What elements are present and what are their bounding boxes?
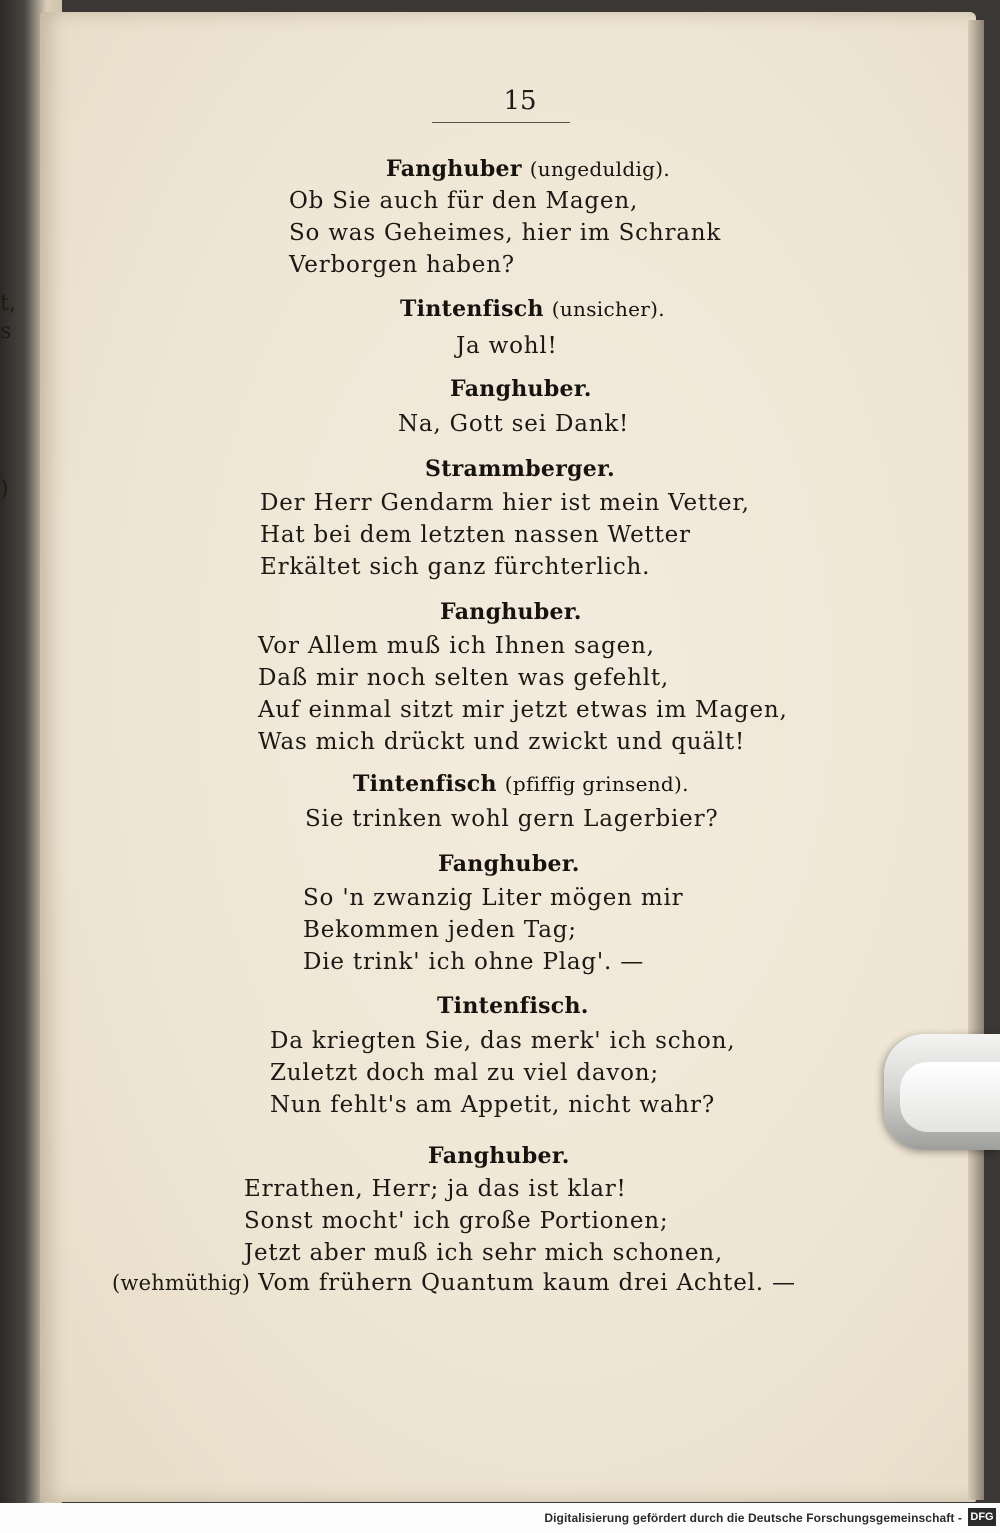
verse-line: Erkältet sich ganz fürchterlich. <box>260 554 651 580</box>
speaker-name: Tintenfisch <box>400 296 544 322</box>
speaker-name: Fanghuber. <box>428 1143 570 1169</box>
left-margin-mark: t, <box>0 291 16 316</box>
left-margin-marks <box>0 290 14 504</box>
page-clip-highlight <box>900 1062 1000 1132</box>
verse-line: Daß mir noch selten was gefehlt, <box>258 665 670 691</box>
left-margin-mark: s <box>0 319 12 344</box>
verse-line: Ja wohl! <box>456 333 558 359</box>
digitization-credit: Digitalisierung gefördert durch die Deutsche Forschungsgemeinschaft - <box>544 1511 962 1525</box>
page-number-rule <box>432 122 570 123</box>
speaker-name: Fanghuber. <box>438 851 580 877</box>
stage-direction: (pfiffig grinsend). <box>504 772 689 796</box>
verse-line: Na, Gott sei Dank! <box>398 411 630 437</box>
verse-line: So 'n zwanzig Liter mögen mir <box>303 885 684 911</box>
speaker-name: Fanghuber. <box>450 376 592 402</box>
verse-line-with-aside <box>112 1270 796 1296</box>
verse-text: Vom frühern Quantum kaum drei Achtel. — <box>258 1270 796 1296</box>
dfg-logo: DFG <box>968 1508 996 1526</box>
verse-line: Bekommen jeden Tag; <box>303 917 577 943</box>
page-right-edge <box>968 20 984 1500</box>
speaker-heading <box>386 156 670 182</box>
verse-line: Auf einmal sitzt mir jetzt etwas im Magen, <box>258 697 788 723</box>
speaker-name: Fanghuber. <box>440 599 582 625</box>
verse-line: Die trink' ich ohne Plag'. — <box>303 949 645 975</box>
stage-direction: (ungeduldig). <box>529 157 671 181</box>
verse-line: Sonst mocht' ich große Portionen; <box>244 1208 669 1234</box>
verse-line: Ob Sie auch für den Magen, <box>289 188 639 214</box>
verse-line: Sie trinken wohl gern Lagerbier? <box>305 806 719 832</box>
verse-line: Errathen, Herr; ja das ist klar! <box>244 1176 627 1202</box>
verse-line: Was mich drückt und zwickt und quält! <box>258 729 746 755</box>
verse-line: Zuletzt doch mal zu viel davon; <box>270 1060 659 1086</box>
verse-line: Der Herr Gendarm hier ist mein Vetter, <box>260 490 750 516</box>
left-margin-mark: ) <box>0 477 9 502</box>
speaker-heading <box>437 993 589 1019</box>
verse-line: So was Geheimes, hier im Schrank <box>289 220 722 246</box>
speaker-heading <box>428 1143 570 1169</box>
speaker-name: Tintenfisch. <box>437 993 589 1019</box>
verse-line: Hat bei dem letzten nassen Wetter <box>260 522 691 548</box>
speaker-name: Strammberger. <box>425 456 615 482</box>
speaker-heading <box>425 456 615 482</box>
verse-line: Verborgen haben? <box>289 252 515 278</box>
speaker-heading <box>400 296 665 322</box>
verse-line: Vor Allem muß ich Ihnen sagen, <box>258 633 655 659</box>
stage-direction: (unsicher). <box>551 297 665 321</box>
verse-line: Nun fehlt's am Appetit, nicht wahr? <box>270 1092 715 1118</box>
stage-aside: (wehmüthig) <box>112 1271 251 1295</box>
speaker-name: Fanghuber <box>386 156 522 182</box>
speaker-heading <box>440 599 582 625</box>
verse-line: Da kriegten Sie, das merk' ich schon, <box>270 1028 736 1054</box>
speaker-name: Tintenfisch <box>353 771 497 797</box>
page-number: 15 <box>503 86 537 116</box>
speaker-heading <box>353 771 689 797</box>
speaker-heading <box>438 851 580 877</box>
speaker-heading <box>450 376 592 402</box>
verse-line: Jetzt aber muß ich sehr mich schonen, <box>244 1240 723 1266</box>
